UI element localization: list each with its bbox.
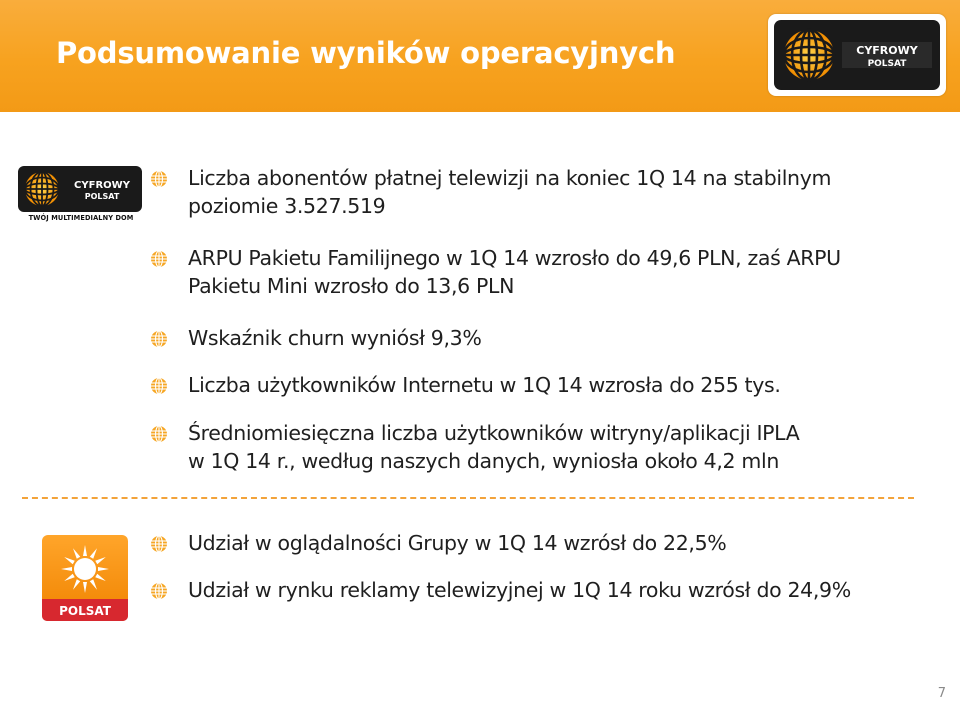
bullet-text: Wskaźnik churn wyniósł 9,3% [188, 326, 482, 350]
bullet-text: Udział w rynku reklamy telewizyjnej w 1Q 14 roku wzrósł do 24,9% [188, 578, 851, 602]
section-divider [22, 497, 914, 499]
bullet-text: Średniomiesięczna liczba użytkowników witryny/aplikacji IPLA w 1Q 14 r., według naszych danych, wyniosła około 4,2 mln [188, 421, 800, 473]
bullet-text: Liczba abonentów płatnej telewizji na koniec 1Q 14 na stabilnym poziomie 3.527.519 [188, 166, 832, 218]
page-title: Podsumowanie wyników operacyjnych [56, 36, 676, 70]
polsat-logo-text: POLSAT [59, 604, 111, 618]
side-logo-line2: POLSAT [84, 192, 120, 201]
globe-bullet-icon [150, 582, 168, 600]
page-number: 7 [937, 686, 946, 701]
side-logo-line1: CYFROWY [74, 180, 130, 191]
header-logo-line2: POLSAT [867, 59, 907, 69]
polsat-logo [42, 535, 128, 621]
globe-bullet-icon [150, 170, 168, 188]
cyfrowy-polsat-tagline: TWÓJ MULTIMEDIALNY DOM [28, 214, 134, 222]
globe-bullet-icon [150, 377, 168, 395]
bullet-text: Liczba użytkowników Internetu w 1Q 14 wzrosła do 255 tys. [188, 373, 781, 397]
globe-bullet-icon [150, 250, 168, 268]
globe-bullet-icon [150, 330, 168, 348]
bullet-text: Udział w oglądalności Grupy w 1Q 14 wzrósł do 22,5% [188, 531, 727, 555]
globe-bullet-icon [150, 535, 168, 553]
globe-bullet-icon [150, 425, 168, 443]
header-logo-line1: CYFROWY [856, 44, 918, 57]
bullet-text: ARPU Pakietu Familijnego w 1Q 14 wzrosło do 49,6 PLN, zaś ARPU Pakietu Mini wzrosło do 13,6 PLN [188, 246, 841, 298]
